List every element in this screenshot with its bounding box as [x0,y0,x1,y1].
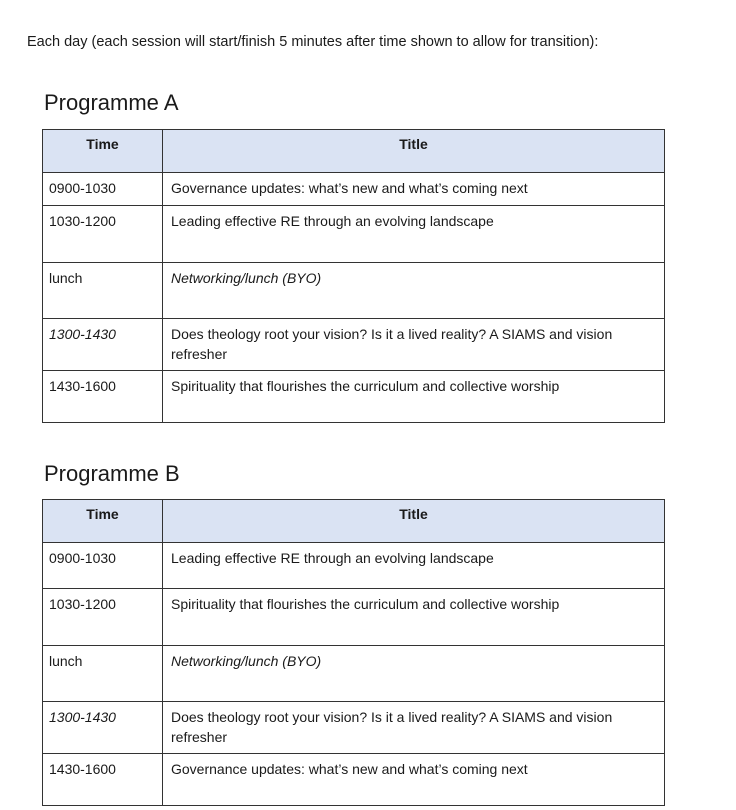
session-time: 1300-1430 [43,702,163,754]
programme-a-table [42,129,665,423]
session-title: Networking/lunch (BYO) [163,646,665,702]
session-title: Does theology root your vision? Is it a lived reality? A SIAMS and vision refresher [163,319,665,371]
title-column-header: Title [163,130,665,173]
session-title: Spirituality that flourishes the curriculum and collective worship [163,589,665,646]
table-row [43,173,665,206]
session-time: 1430-1600 [43,371,163,423]
session-title: Networking/lunch (BYO) [163,263,665,319]
session-time: 1030-1200 [43,206,163,263]
programme-a-heading: Programme A [44,90,179,115]
table-row [43,543,665,589]
programme-b-table [42,499,665,806]
table-header-row [43,130,665,173]
session-time: 1300-1430 [43,319,163,371]
session-time: 0900-1030 [43,173,163,206]
table-row [43,319,665,371]
title-column-header: Title [163,500,665,543]
table-row [43,646,665,702]
session-title: Does theology root your vision? Is it a lived reality? A SIAMS and vision refresher [163,702,665,754]
table-row [43,371,665,423]
session-title: Governance updates: what’s new and what’s coming next [163,173,665,206]
session-title: Spirituality that flourishes the curriculum and collective worship [163,371,665,423]
session-time: 1030-1200 [43,589,163,646]
session-time: lunch [43,646,163,702]
table-header-row [43,500,665,543]
table-row [43,589,665,646]
session-time: 1430-1600 [43,754,163,806]
programme-b-heading: Programme B [44,461,180,486]
table-row [43,702,665,754]
session-title: Governance updates: what’s new and what’s coming next [163,754,665,806]
table-row [43,754,665,806]
table-row [43,263,665,319]
time-column-header: Time [43,500,163,543]
time-column-header: Time [43,130,163,173]
intro-text: Each day (each session will start/finish 5 minutes after time shown to allow for transition): [27,34,599,50]
session-title: Leading effective RE through an evolving landscape [163,206,665,263]
session-time: 0900-1030 [43,543,163,589]
table-row [43,206,665,263]
session-time: lunch [43,263,163,319]
session-title: Leading effective RE through an evolving landscape [163,543,665,589]
